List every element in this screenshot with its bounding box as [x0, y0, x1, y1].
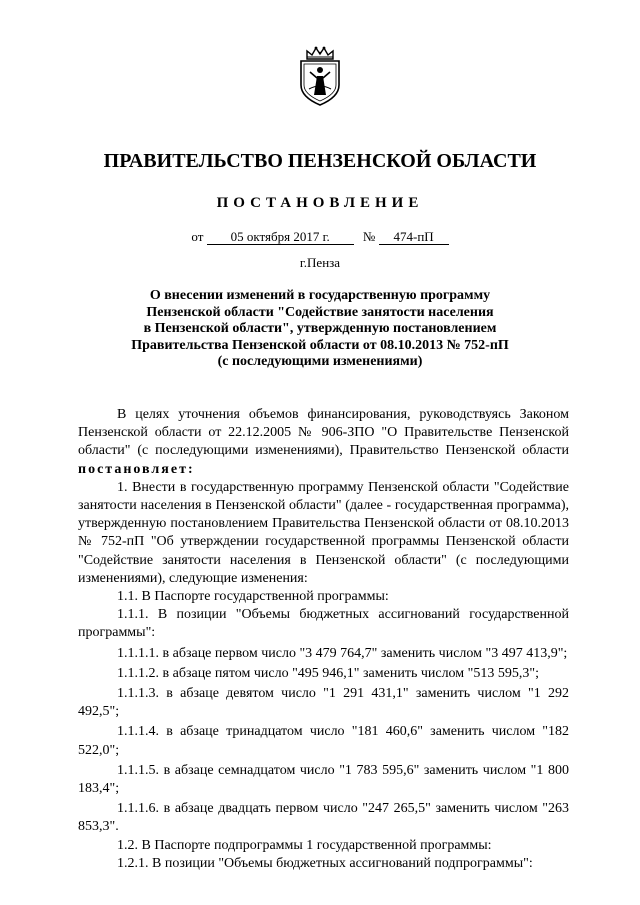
resolves-word: постановляет:	[78, 461, 195, 477]
subject-line: в Пензенской области", утвержденную постановлением	[143, 321, 497, 337]
paragraph-1-1-1: 1.1.1. В позиции "Объемы бюджетных ассигнований государственной программы":	[78, 607, 569, 641]
penza-coat-of-arms-icon	[295, 45, 345, 107]
paragraph-1-1-1-5: 1.1.1.5. в абзаце семнадцатом число "1 783 595,6" заменить числом "1 800 183,4";	[78, 762, 569, 797]
paragraph-1-1-1-6: 1.1.1.6. в абзаце двадцать первом число "247 265,5" заменить числом "263 853,3".	[78, 801, 569, 835]
number-sign: №	[362, 229, 376, 244]
document-type: ПОСТАНОВЛЕНИЕ	[216, 195, 424, 211]
preamble-paragraph	[78, 406, 569, 479]
subject-line: О внесении изменений в государственную программу	[149, 288, 491, 303]
paragraph-1-2: 1.2. В Паспорте подпрограммы 1 государственной программы:	[117, 837, 492, 853]
document-number: 474-пП	[379, 229, 449, 245]
paragraph-1-1-1-3: 1.1.1.3. в абзаце девятом число "1 291 431,1" заменить числом "1 292 492,5";	[78, 686, 569, 720]
document-date: 05 октября 2017 г.	[207, 229, 354, 245]
preamble-text: В целях уточнения объемов финансирования, руководствуясь Законом Пензенской области от 22.12.2005 № 906-ЗПО "О Правительстве Пензенской области" (с последующими изменениями), Правительство Пензенской области	[78, 407, 569, 459]
document-body	[78, 406, 569, 873]
document-subject	[100, 288, 540, 371]
paragraph-1-1-1-2: 1.1.1.2. в абзаце пятом число "495 946,1" заменить числом "513 595,3";	[117, 665, 539, 681]
paragraph-1-1-1-4: 1.1.1.4. в абзаце тринадцатом число "181 460,6" заменить числом "182 522,0";	[78, 724, 569, 758]
paragraph-1: 1. Внести в государственную программу Пензенской области "Содействие занятости населения в Пензенской области" (далее - государственная программа), утвержденную постановлением Правительства Пензенской области от 08.10.2013 № 752-пП "Об утверждении государственной программы Пензенской области "Содействие занятости населения в Пензенской области" (с последующими изменениями), следующие изменения:	[78, 479, 569, 586]
paragraph-1-1-1-1: 1.1.1.1. в абзаце первом число "3 479 764,7" заменить числом "3 497 413,9";	[117, 645, 568, 661]
subject-line: (с последующими изменениями)	[217, 354, 423, 370]
date-number-line	[0, 229, 640, 245]
date-prefix: от	[191, 229, 204, 244]
paragraph-1-2-1: 1.2.1. В позиции "Объемы бюджетных ассигнований подпрограммы":	[117, 855, 533, 871]
subject-line: Пензенской области "Содействие занятости населения	[146, 304, 494, 320]
subject-line: Правительства Пензенской области от 08.10.2013 № 752-пП	[131, 337, 509, 353]
organization-title: ПРАВИТЕЛЬСТВО ПЕНЗЕНСКОЙ ОБЛАСТИ	[103, 150, 537, 172]
city: г.Пенза	[299, 255, 341, 270]
paragraph-1-1: 1.1. В Паспорте государственной программы:	[117, 589, 389, 605]
